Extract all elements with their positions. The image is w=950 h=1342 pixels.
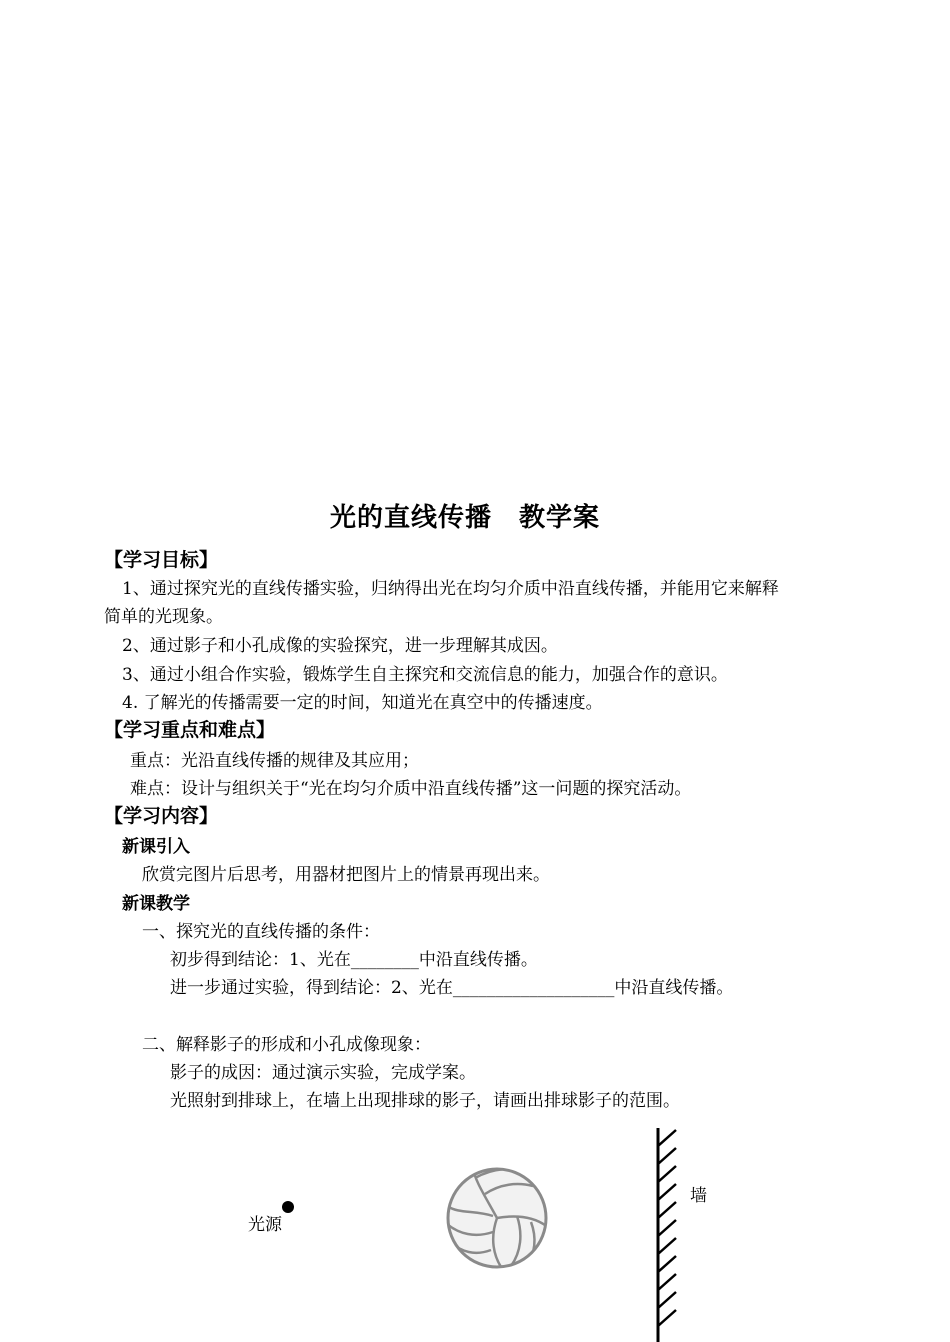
part2-line2: 光照射到排球上，在墙上出现排球的影子，请画出排球影子的范围。 bbox=[170, 1091, 680, 1111]
intro-text: 欣赏完图片后思考，用器材把图片上的情景再现出来。 bbox=[142, 865, 550, 885]
wall-icon bbox=[650, 1126, 680, 1342]
light-source-dot bbox=[281, 1200, 295, 1214]
volleyball-icon bbox=[445, 1166, 549, 1270]
part2-title: 二、解释影子的形成和小孔成像现象： bbox=[142, 1035, 431, 1055]
content-heading: 【学习内容】 bbox=[104, 805, 219, 827]
wall-label: 墙 bbox=[690, 1186, 707, 1206]
part2-line1: 影子的成因：通过演示实验，完成学案。 bbox=[170, 1063, 476, 1083]
objective-4: 4. 了解光的传播需要一定的时间，知道光在真空中的传播速度。 bbox=[122, 693, 603, 713]
objectives-heading: 【学习目标】 bbox=[104, 549, 219, 571]
objective-1: 1、通过探究光的直线传播实验，归纳得出光在均匀介质中沿直线传播，并能用它来解释 bbox=[122, 579, 779, 599]
part1-line1: 初步得到结论：1、光在________中沿直线传播。 bbox=[170, 950, 538, 970]
objective-3: 3、通过小组合作实验，锻炼学生自主探究和交流信息的能力，加强合作的意识。 bbox=[122, 665, 728, 685]
objective-2: 2、通过影子和小孔成像的实验探究，进一步理解其成因。 bbox=[122, 636, 558, 656]
part1-line2: 进一步通过实验，得到结论：2、光在___________________中沿直线传播。 bbox=[170, 978, 734, 998]
part1-title: 一、探究光的直线传播的条件： bbox=[142, 922, 380, 942]
teach-heading: 新课教学 bbox=[122, 894, 190, 914]
keypoint-focus: 重点：光沿直线传播的规律及其应用； bbox=[130, 751, 419, 771]
light-source-label: 光源 bbox=[248, 1215, 282, 1235]
keypoints-heading: 【学习重点和难点】 bbox=[104, 719, 276, 741]
keypoint-difficulty: 难点：设计与组织关于“光在均匀介质中沿直线传播”这一问题的探究活动。 bbox=[130, 779, 692, 799]
objective-1-cont: 简单的光现象。 bbox=[104, 607, 223, 627]
intro-heading: 新课引入 bbox=[122, 837, 190, 857]
page-title: 光的直线传播 教学案 bbox=[330, 503, 601, 533]
